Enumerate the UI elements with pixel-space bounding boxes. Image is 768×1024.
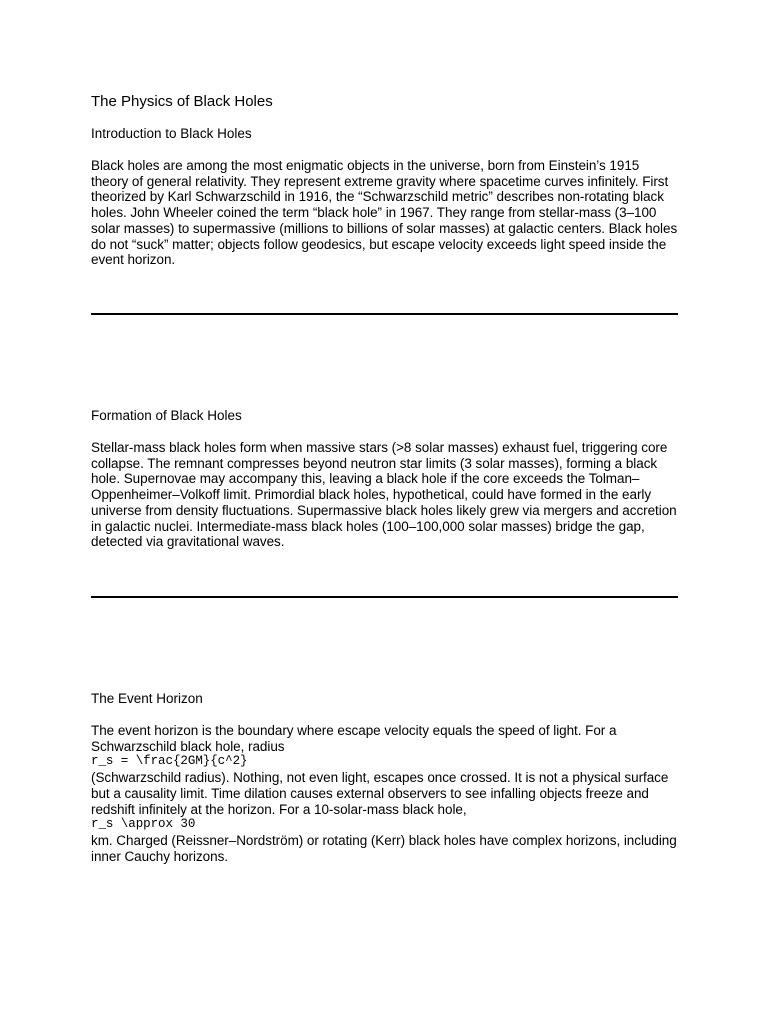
inline-code: r_s \approx 30: [91, 817, 196, 832]
body-text: km. Charged (Reissner–Nordström) or rotating (Kerr) black holes have complex horizons, including inner Cauchy horizons.: [91, 832, 677, 864]
section-event-horizon: [91, 691, 678, 864]
section-body: [91, 723, 678, 864]
body-text: (Schwarzschild radius). Nothing, not even light, escapes once crossed. It is not a physical surface but a causality limit. Time dilation causes external observers to see infalling objects freeze and redshift infinitely at the horizon. For a 10-solar-mass black hole,: [91, 770, 669, 817]
document-title: The Physics of Black Holes: [91, 93, 273, 110]
section-body: Black holes are among the most enigmatic objects in the universe, born from Einstein’s 1915 theory of general relativity. They represent extreme gravity where spacetime curves infinitely. First theorized by Karl Schwarzschild in 1916, the “Schwarzschild metric” describes non-rotating black holes. John Wheeler coined the term “black hole” in 1967. They range from stellar-mass (3–100 solar masses) to supermassive (millions to billions of solar masses) at galactic centers. Black holes do not “suck” matter; objects follow geodesics, but escape velocity exceeds light speed inside the event horizon.: [91, 158, 678, 268]
section-introduction: [91, 126, 678, 268]
body-text: The event horizon is the boundary where escape velocity equals the speed of light. For a Schwarzschild black hole, radius: [91, 723, 617, 754]
section-body: Stellar-mass black holes form when massive stars (>8 solar masses) exhaust fuel, triggering core collapse. The remnant compresses beyond neutron star limits (3 solar masses), forming a black hole. Supernovae may accompany this, leaving a black hole if the core exceeds the Tolman–Oppenheimer–Volkoff limit. Primordial black holes, hypothetical, could have formed in the early universe from density fluctuations. Supermassive black holes likely grew via mergers and accretion in galactic nuclei. Intermediate-mass black holes (100–100,000 solar masses) bridge the gap, detected via gravitational waves.: [91, 440, 677, 550]
horizontal-divider: [91, 313, 678, 315]
inline-code: r_s = \frac{2GM}{c^2}: [91, 754, 248, 769]
horizontal-divider: [91, 596, 678, 598]
section-heading: Introduction to Black Holes: [91, 126, 252, 141]
section-formation: [91, 408, 678, 550]
section-heading: Formation of Black Holes: [91, 408, 242, 423]
section-heading: The Event Horizon: [91, 691, 203, 706]
